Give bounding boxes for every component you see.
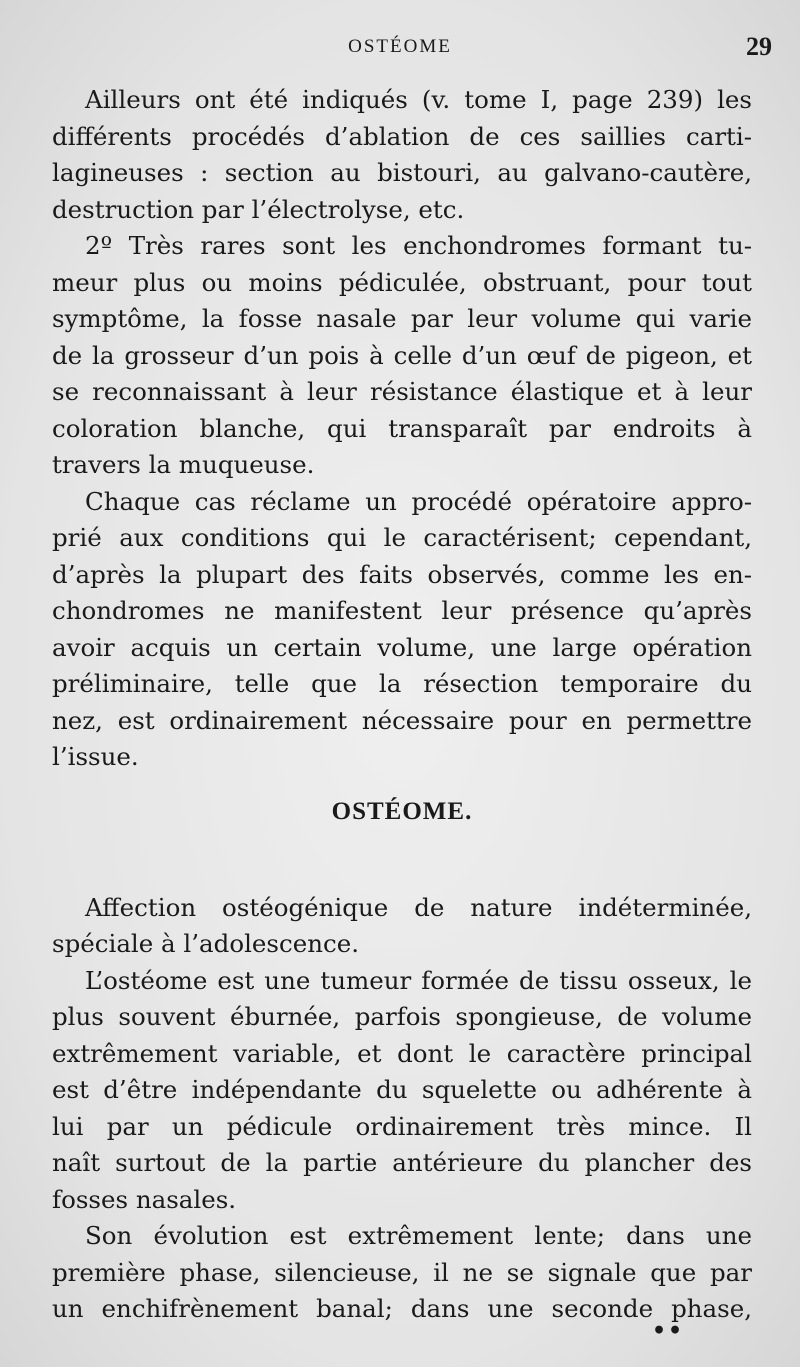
text-line: avoir acquis un certain volume, une large opération (52, 632, 752, 662)
paragraph-ablation (52, 82, 752, 228)
text-line: nez, est ordinairement nécessaire pour en permettre (52, 705, 752, 735)
text-line: lagineuses : section au bistouri, au galvano-cautère, (52, 158, 752, 187)
body-text (52, 82, 752, 1328)
text-line: 2º Très rares sont les enchondromes formant tu- (85, 231, 752, 260)
paragraph-description (52, 963, 752, 1219)
paragraph-enchondromes (52, 228, 752, 484)
paragraph-definition (52, 890, 752, 963)
section-heading: OSTÉOME. (331, 797, 473, 825)
text-line: Affection ostéogénique de nature indéterminée, (85, 892, 752, 922)
text-line: lui par un pédicule ordinairement très mince. Il (52, 1111, 752, 1141)
text-line: se reconnaissant à leur résistance élastique et à leur (52, 377, 752, 406)
text-line: L’ostéome est une tumeur formée de tissu osseux, le (85, 965, 752, 995)
page-number: 29 (746, 32, 772, 61)
text-line: prié aux conditions qui le caractérisent; cependant, (52, 523, 752, 552)
text-line: Chaque cas réclame un procédé opératoire appro- (85, 486, 752, 516)
text-line: symptôme, la fosse nasale par leur volume qui varie (52, 304, 752, 333)
text-line: un enchifrènement banal; dans une seconde phase, (52, 1294, 752, 1323)
text-line: préliminaire, telle que la résection temporaire du (52, 669, 752, 698)
text-line: travers la muqueuse. (52, 450, 315, 479)
text-line: Ailleurs ont été indiqués (v. tome I, page 239) les (85, 85, 752, 114)
paragraph-evolution (52, 1218, 752, 1328)
text-line: meur plus ou moins pédiculée, obstruant, pour tout (52, 267, 752, 297)
text-line: plus souvent éburnée, parfois spongieuse, de volume (52, 1002, 752, 1031)
text-line: première phase, silencieuse, il ne se signale que par (52, 1257, 752, 1287)
text-line: différents procédés d’ablation de ces saillies carti- (52, 121, 752, 151)
text-line: l’issue. (52, 742, 139, 771)
text-line: d’après la plupart des faits observés, comme les en- (52, 559, 752, 589)
text-line: extrêmement variable, et dont le caractère principal (52, 1038, 752, 1068)
signature-mark: •• (652, 1318, 685, 1344)
text-line: fosses nasales. (52, 1184, 237, 1214)
text-line: destruction par l’électrolyse, etc. (52, 194, 465, 224)
paragraph-procedure (52, 484, 752, 776)
text-line: spéciale à l’adolescence. (52, 929, 360, 958)
text-line: chondromes ne manifestent leur présence qu’après (52, 596, 752, 625)
text-line: de la grosseur d’un pois à celle d’un œuf de pigeon, et (52, 340, 752, 370)
text-line: coloration blanche, qui transparaît par endroits à (52, 413, 752, 443)
running-title: OSTÉOME (348, 36, 452, 57)
heading-spacer (52, 848, 752, 890)
text-line: naît surtout de la partie antérieure du plancher des (52, 1148, 752, 1177)
text-line: Son évolution est extrêmement lente; dans une (85, 1221, 752, 1250)
text-line: est d’être indépendante du squelette ou adhérente à (52, 1075, 752, 1104)
running-head (0, 32, 800, 62)
